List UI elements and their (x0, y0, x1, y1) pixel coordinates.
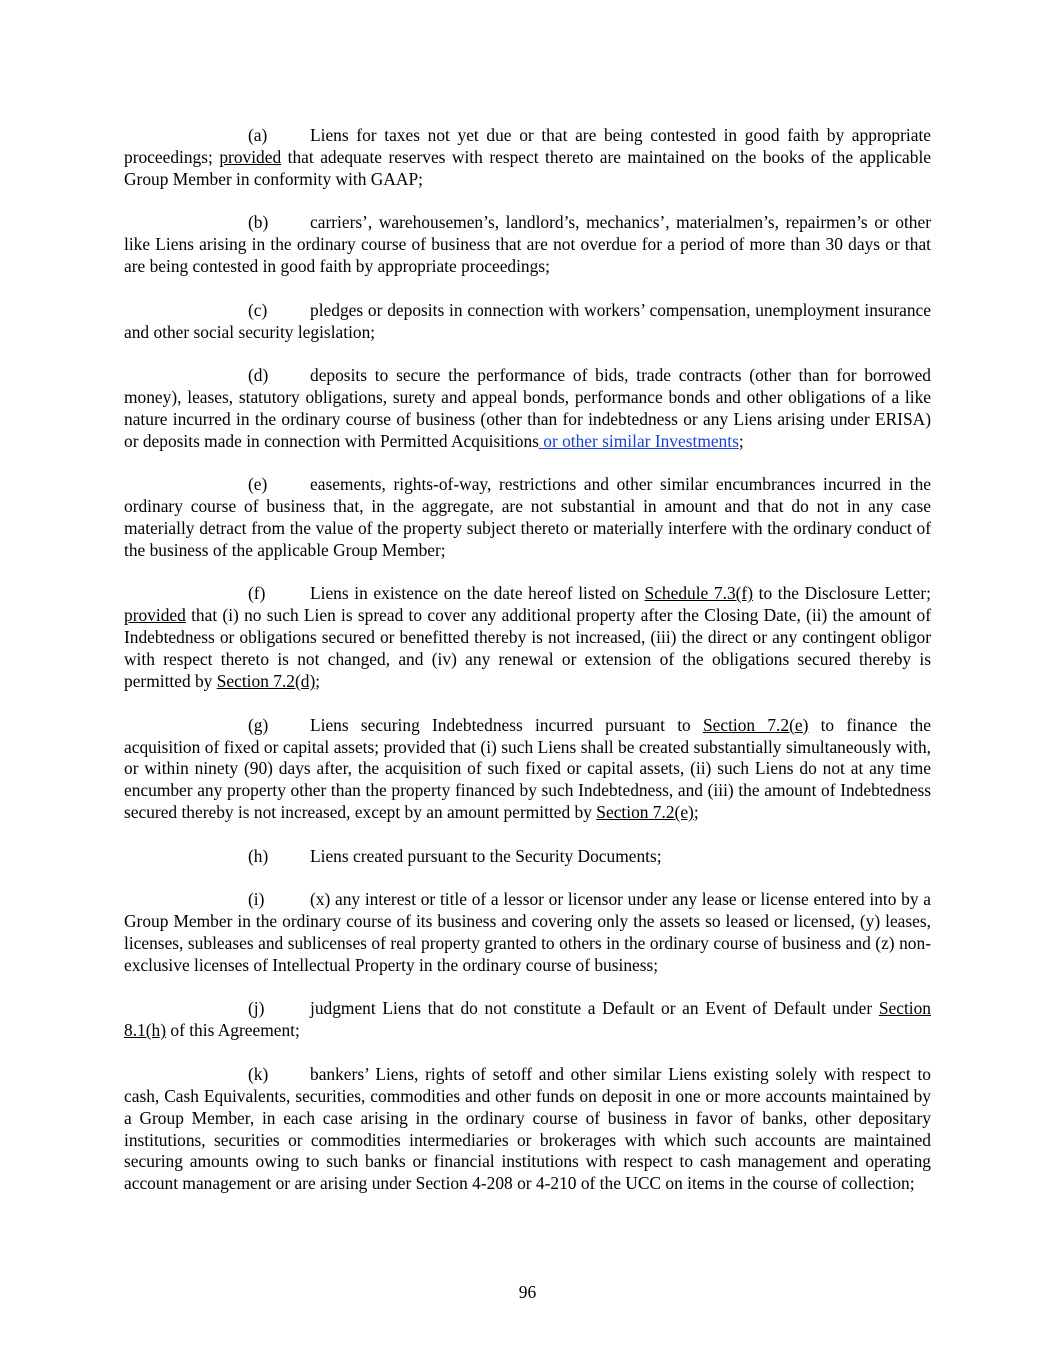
clause-marker: (g) (248, 714, 269, 735)
clause-g (124, 715, 931, 825)
clause-e (124, 474, 931, 562)
schedule-reference: Schedule 7.3(f) (644, 583, 754, 604)
clause-i (124, 889, 931, 977)
clause-marker: (f) (248, 583, 266, 604)
clause-text: bankers’ Liens, rights of setoff and other similar Liens existing solely with respect to cash, Cash Equivalents, securities, commodities and other funds on deposit in one or more accounts maintained by a Group Member, in each case arising in the ordinary course of business in favor of banks, other depositary institutions, securities or commodities intermediaries or brokerages with which such accounts are maintained securing amounts owing to such banks or financial institutions with respect to cash management and operating account management or are arising under Section 4-208 or 4-210 of the UCC on items in the course of collection; (124, 1063, 931, 1194)
clause-text: pledges or deposits in connection with workers’ compensation, unemployment insurance and other social security legislation; (124, 299, 931, 342)
clause-text: Liens in existence on the date hereof listed on (310, 583, 645, 604)
clause-text: to the Disclosure Letter; (753, 583, 931, 604)
clause-text: that adequate reserves with respect thereto are maintained on the books of the applicable Group Member in conformity with GAAP; (124, 146, 931, 189)
section-reference: Section 7.2(e) (702, 714, 809, 735)
clause-text: judgment Liens that do not constitute a Default or an Event of Default under (310, 998, 879, 1019)
provided-term: provided (219, 146, 282, 167)
clause-marker: (h) (248, 845, 269, 866)
clause-text: (x) any interest or title of a lessor or licensor under any lease or license entered into by a Group Member in the ordinary course of its business and covering only the assets so leased or licensed, (y) leases, licenses, subleases and sublicenses of real property granted to others in the ordinary course of business and (z) non-exclusive licenses of Intellectual Property in the ordinary course of business; (124, 889, 931, 975)
clause-text: to finance the acquisition of fixed or capital assets; provided that (i) such Liens shall be created substantially simultaneously with, or within ninety (90) days after, the acquisition of such fixed or capital assets, (ii) such Liens do not at any time encumber any property other than the property financed by such Indebtedness, and (iii) the amount of Indebtedness secured thereby is not increased, except by an amount permitted by (124, 714, 931, 823)
clause-text: of this Agreement; (166, 1020, 300, 1041)
clause-marker: (d) (248, 365, 269, 386)
clause-marker: (k) (248, 1063, 269, 1084)
clause-f (124, 583, 931, 693)
clause-marker: (e) (248, 474, 268, 495)
clause-h (124, 846, 931, 868)
clause-text: Liens created pursuant to the Security Documents; (310, 845, 662, 866)
clause-a (124, 125, 931, 191)
clause-text: carriers’, warehousemen’s, landlord’s, mechanics’, materialmen’s, repairmen’s or other like Liens arising in the ordinary course of business that are not overdue for a period of more than 30 days or that are being contested in good faith by appropriate proceedings; (124, 212, 931, 277)
clause-marker: (c) (248, 299, 268, 320)
clause-marker: (a) (248, 125, 268, 145)
inserted-text-link[interactable]: or other similar Investments (538, 430, 739, 451)
clause-j (124, 998, 931, 1042)
clause-text: Liens for taxes not yet due or that are being contested in good faith by appropriate proceedings; (124, 125, 931, 167)
clause-b (124, 212, 931, 278)
clause-text: ; (693, 802, 699, 823)
section-reference: Section 8.1(h) (124, 998, 931, 1041)
section-reference: Section 7.2(e) (596, 802, 694, 823)
page-number: 96 (518, 1282, 537, 1302)
clause-text: ; (315, 671, 321, 692)
document-body (124, 125, 931, 1217)
clause-text: Liens securing Indebtedness incurred pursuant to (310, 714, 703, 735)
clause-text: ; (738, 430, 744, 451)
clause-k (124, 1064, 931, 1195)
clause-text: that (i) no such Lien is spread to cover any additional property after the Closing Date, (ii) the amount of Indebtedness or obligations secured or benefitted thereby is not increased, (iii) the direct or any contingent obligor with respect thereto is not changed, and (iv) any renewal or extension of the obligations secured thereby is permitted by (124, 605, 931, 692)
clause-marker: (b) (248, 212, 269, 233)
clause-marker: (j) (248, 998, 265, 1019)
provided-term: provided (124, 605, 186, 626)
clause-marker: (i) (248, 889, 265, 910)
clause-d (124, 365, 931, 453)
clause-text: deposits to secure the performance of bids, trade contracts (other than for borrowed money), leases, statutory obligations, surety and appeal bonds, performance bonds and other obligations of a like nature incurred in the ordinary course of business (other than for indebtedness or any Liens arising under ERISA) or deposits made in connection with Permitted Acquisitions (124, 365, 931, 451)
clause-c (124, 300, 931, 344)
clause-text: easements, rights-of-way, restrictions and other similar encumbrances incurred in the ordinary course of business that, in the aggregate, are not substantial in amount and that do not in any case materially detract from the value of the property subject thereto or materially interfere with the ordinary conduct of the business of the applicable Group Member; (124, 474, 931, 560)
section-reference: Section 7.2(d) (216, 671, 316, 692)
